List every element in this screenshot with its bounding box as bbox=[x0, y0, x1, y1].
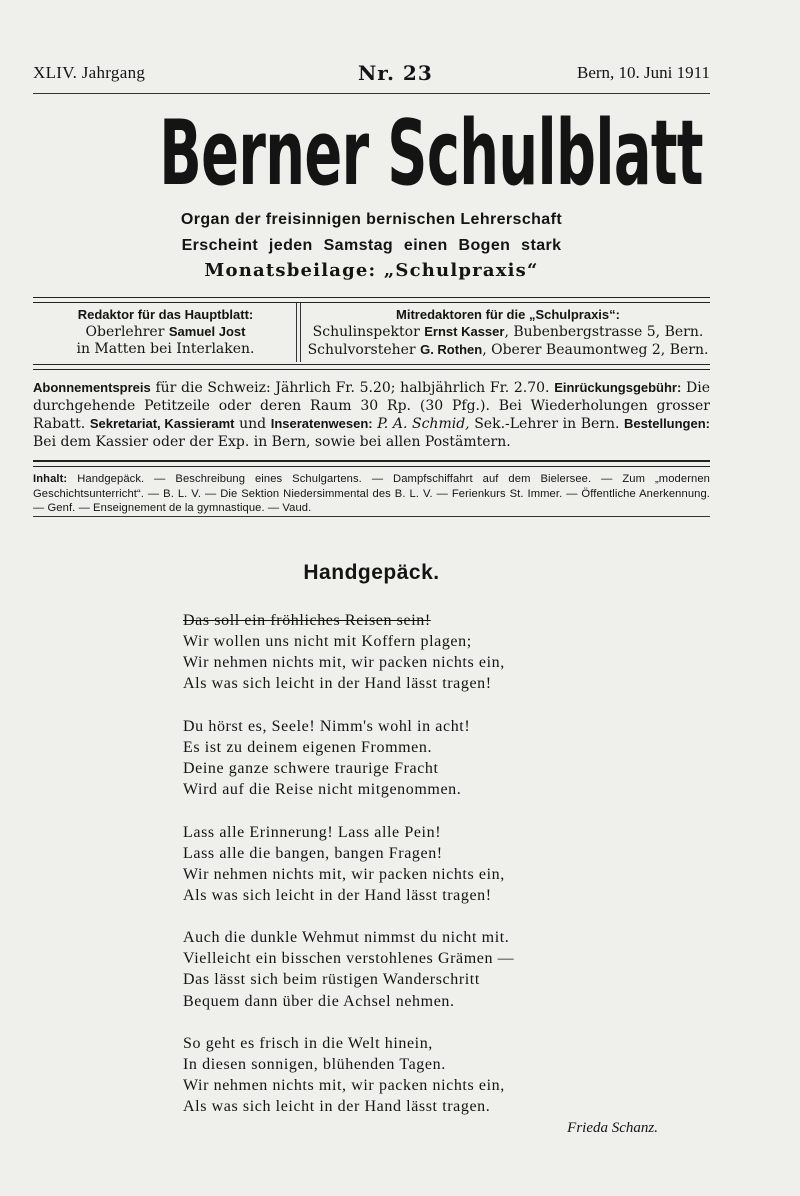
poem-line: Wir nehmen nichts mit, wir packen nichts ein, bbox=[183, 865, 505, 883]
header-rule bbox=[33, 93, 710, 94]
poem-line: Als was sich leicht in der Hand lässt tragen. bbox=[183, 1098, 491, 1116]
poem-line: Wir wollen uns nicht mit Koffern plagen; bbox=[183, 633, 472, 651]
main-editor-line2: in Matten bei Interlaken. bbox=[76, 341, 255, 357]
subscription-contact-role: Sek.-Lehrer in Bern. bbox=[469, 416, 625, 432]
co-editor2-name: G. Rothen bbox=[420, 342, 483, 357]
article-title: Handgepäck. bbox=[303, 561, 440, 584]
poem-line: Als was sich leicht in der Hand lässt tragen! bbox=[183, 675, 492, 693]
subscription-text-fee: Die durchgehende Petitzeile oder deren Raum 30 Rp. (30 Pfg.). Bei Wiederholungen grosser Rabatt. bbox=[33, 380, 711, 432]
co-editors-block bbox=[306, 306, 710, 359]
main-editor-name: Samuel Jost bbox=[168, 324, 246, 339]
poem-line: In diesen sonnigen, blühenden Tagen. bbox=[183, 1056, 446, 1074]
poem-line: Wir nehmen nichts mit, wir packen nichts ein, bbox=[183, 654, 505, 672]
stanza-gap bbox=[183, 694, 613, 715]
main-editor-title: Oberlehrer bbox=[85, 324, 169, 340]
subscription-key-price: Abonnementspreis bbox=[33, 380, 151, 395]
masthead-subtitle-organ: Organ der freisinnigen bernischen Lehrerschaft bbox=[180, 211, 563, 228]
place-date: Bern, 10. Juni 1911 bbox=[576, 63, 710, 82]
poem-author: Frieda Schanz. bbox=[567, 1120, 658, 1136]
co-editor2-address: , Oberer Beaumontweg 2, Bern. bbox=[482, 342, 709, 358]
poem-line: Es ist zu deinem eigenen Frommen. bbox=[183, 738, 433, 756]
subscription-text-orders: Bei dem Kassier oder der Exp. in Bern, sowie bei allen Postämtern. bbox=[33, 433, 511, 450]
poem-line: Lass alle die bangen, bangen Fragen! bbox=[183, 844, 443, 862]
table-of-contents bbox=[33, 472, 710, 516]
poem-line: Deine ganze schwere traurige Fracht bbox=[183, 759, 439, 777]
poem-line: Vielleicht ein bisschen verstohlenes Grämen — bbox=[183, 950, 515, 968]
poem-line: Wird auf die Reise nicht mitgenommen. bbox=[183, 781, 462, 799]
poem-line: Bequem dann über die Achsel nehmen. bbox=[183, 992, 455, 1010]
poem-line: Das soll ein fröhliches Reisen sein! bbox=[183, 612, 431, 629]
masthead-subtitle-supplement: Monatsbeilage: „Schulpraxis“ bbox=[204, 260, 539, 281]
stanza-gap bbox=[183, 1012, 613, 1033]
masthead-title: Berner Schulblatt bbox=[159, 101, 703, 206]
stanza-gap bbox=[183, 906, 613, 927]
subscription-info bbox=[33, 379, 710, 451]
contents-bottom-rule bbox=[33, 516, 710, 517]
poem-line: Das lässt sich beim rüstigen Wanderschritt bbox=[183, 971, 480, 989]
subscription-key-orders: Bestellungen: bbox=[624, 416, 711, 431]
subscription-contact-name: P. A. Schmid, bbox=[377, 416, 470, 432]
contents-top-rule bbox=[33, 460, 710, 467]
contents-label: Inhalt: bbox=[33, 473, 68, 485]
header-line bbox=[33, 63, 710, 89]
poem-line: Du hörst es, Seele! Nimm's wohl in acht! bbox=[183, 717, 471, 735]
subscription-key-office: Sekretariat, Kassieramt bbox=[89, 416, 235, 431]
poem bbox=[183, 610, 613, 1117]
main-editor-label: Redaktor für das Hauptblatt: bbox=[77, 307, 254, 322]
main-editor-line1 bbox=[33, 323, 298, 341]
poem-line: Als was sich leicht in der Hand lässt tragen! bbox=[183, 886, 492, 904]
co-editor-line1 bbox=[306, 323, 710, 341]
poem-line: Auch die dunkle Wehmut nimmst du nicht mit. bbox=[183, 929, 510, 947]
subscription-text-and: und bbox=[234, 416, 271, 432]
co-editor1-name: Ernst Kasser bbox=[424, 324, 505, 339]
subscription-key-ads: Inseratenwesen: bbox=[270, 416, 373, 431]
poem-line: So geht es frisch in die Welt hinein, bbox=[183, 1035, 433, 1053]
main-editor-block bbox=[33, 306, 298, 358]
co-editors-label: Mitredaktoren für die „Schulpraxis“: bbox=[396, 307, 620, 322]
co-editor2-title: Schulvorsteher bbox=[307, 342, 421, 358]
co-editor-line2 bbox=[306, 341, 710, 359]
co-editor1-title: Schulinspektor bbox=[312, 324, 425, 340]
masthead-subtitle-schedule: Erscheint jeden Samstag einen Bogen stark bbox=[181, 237, 562, 254]
editors-top-rule bbox=[33, 297, 710, 303]
editors-bottom-rule bbox=[33, 364, 710, 370]
issue-number: Nr. 23 bbox=[358, 61, 433, 85]
subscription-text-price: für die Schweiz: Jährlich Fr. 5.20; halbjährlich Fr. 2.70. bbox=[150, 380, 555, 396]
volume-label: XLIV. Jahrgang bbox=[33, 63, 146, 82]
contents-text: Handgepäck. — Beschreibung eines Schulgartens. — Dampfschiffahrt auf dem Bielersee. — Zum „modernen Geschichtsunterricht“. — B. L. V. — Die Sektion Niedersimmental des B. L. V. — Ferienkurs St. Immer. — Öffentliche Anerkennung. — Genf. — Enseignement de la gymnastique. — Vaud. bbox=[33, 473, 710, 514]
co-editor1-address: , Bubenbergstrasse 5, Bern. bbox=[504, 324, 704, 340]
poem-line: Lass alle Erinnerung! Lass alle Pein! bbox=[183, 823, 442, 841]
subscription-key-fee: Einrückungsgebühr: bbox=[554, 380, 682, 395]
stanza-gap bbox=[183, 800, 613, 821]
editors-divider bbox=[296, 303, 301, 362]
poem-line: Wir nehmen nichts mit, wir packen nichts ein, bbox=[183, 1077, 505, 1095]
